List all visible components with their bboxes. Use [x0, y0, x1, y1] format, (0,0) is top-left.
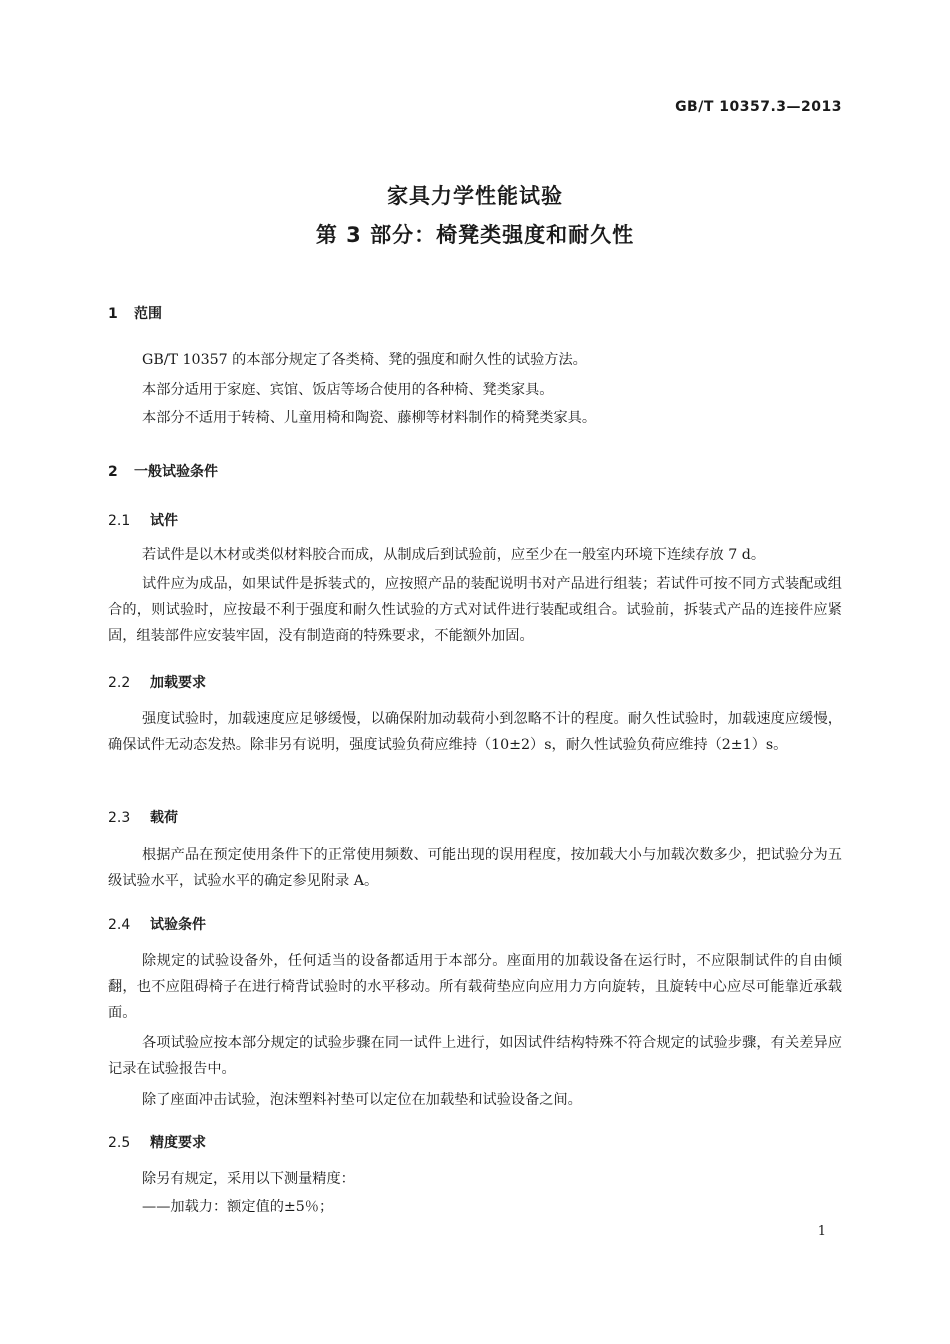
subsection-number: 2.2: [108, 675, 131, 691]
paragraph: 本部分不适用于转椅、儿童用椅和陶瓷、藤柳等材料制作的椅凳类家具。: [142, 410, 597, 426]
section-title: 范围: [134, 306, 162, 322]
section-title: 一般试验条件: [134, 464, 218, 480]
subsection-heading-2-5: [108, 1132, 206, 1152]
page-number: 1: [817, 1224, 826, 1239]
subsection-number: 2.3: [108, 810, 131, 826]
subsection-title: 试件: [150, 513, 178, 529]
subsection-heading-2-1: [108, 510, 178, 530]
subsection-title: 试验条件: [150, 917, 206, 933]
paragraph: 本部分适用于家庭、宾馆、饭店等场合使用的各种椅、凳类家具。: [142, 382, 554, 398]
section-number: 2: [108, 464, 118, 480]
paragraph: 除规定的试验设备外，任何适当的设备都适用于本部分。座面用的加载设备在运行时，不应限制试件的自由倾翻，也不应阻碍椅子在进行椅背试验时的水平移动。所有载荷垫应向应用力方向旋转，且旋转中心应尽可能靠近承载面。: [108, 953, 842, 1021]
section-heading-1: [108, 303, 162, 323]
subsection-number: 2.1: [108, 513, 131, 529]
paragraph: 根据产品在预定使用条件下的正常使用频数、可能出现的误用程度，按加载大小与加载次数多少，把试验分为五级试验水平，试验水平的确定参见附录 A。: [108, 847, 842, 889]
subsection-heading-2-4: [108, 914, 206, 934]
document-title: 家具力学性能试验: [387, 184, 563, 208]
standard-code: GB/T 10357.3—2013: [675, 99, 842, 115]
paragraph: 除另有规定，采用以下测量精度：: [142, 1171, 355, 1187]
document-subtitle: 第 3 部分：椅凳类强度和耐久性: [315, 223, 635, 247]
paragraph: 若试件是以木材或类似材料胶合而成，从制成后到试验前，应至少在一般室内环境下连续存放 7 d。: [142, 547, 766, 563]
subsection-heading-2-2: [108, 672, 206, 692]
paragraph: GB/T 10357 的本部分规定了各类椅、凳的强度和耐久性的试验方法。: [142, 352, 587, 368]
section-heading-2: [108, 461, 218, 481]
paragraph: 强度试验时，加载速度应足够缓慢，以确保附加动载荷小到忽略不计的程度。耐久性试验时，加载速度应缓慢，确保试件无动态发热。除非另有说明，强度试验负荷应维持（10±2）s，耐久性试验负荷应维持（2±1）s。: [108, 711, 842, 753]
subsection-title: 载荷: [150, 810, 178, 826]
paragraph: 各项试验应按本部分规定的试验步骤在同一试件上进行，如因试件结构特殊不符合规定的试验步骤，有关差异应记录在试验报告中。: [108, 1035, 842, 1077]
subsection-number: 2.4: [108, 917, 131, 933]
paragraph: 试件应为成品，如果试件是拆装式的，应按照产品的装配说明书对产品进行组装；若试件可按不同方式装配或组合的，则试验时，应按最不利于强度和耐久性试验的方式对试件进行装配或组合。试验前，拆装式产品的连接件应紧固，组装部件应安装牢固，没有制造商的特殊要求，不能额外加固。: [108, 576, 842, 644]
paragraph: 除了座面冲击试验，泡沫塑料衬垫可以定位在加载垫和试验设备之间。: [142, 1092, 582, 1108]
subsection-number: 2.5: [108, 1135, 131, 1151]
section-number: 1: [108, 306, 118, 322]
subsection-title: 精度要求: [150, 1135, 206, 1151]
list-item: ——加载力：额定值的±5％；: [142, 1199, 334, 1215]
subsection-title: 加载要求: [150, 675, 206, 691]
subsection-heading-2-3: [108, 807, 178, 827]
